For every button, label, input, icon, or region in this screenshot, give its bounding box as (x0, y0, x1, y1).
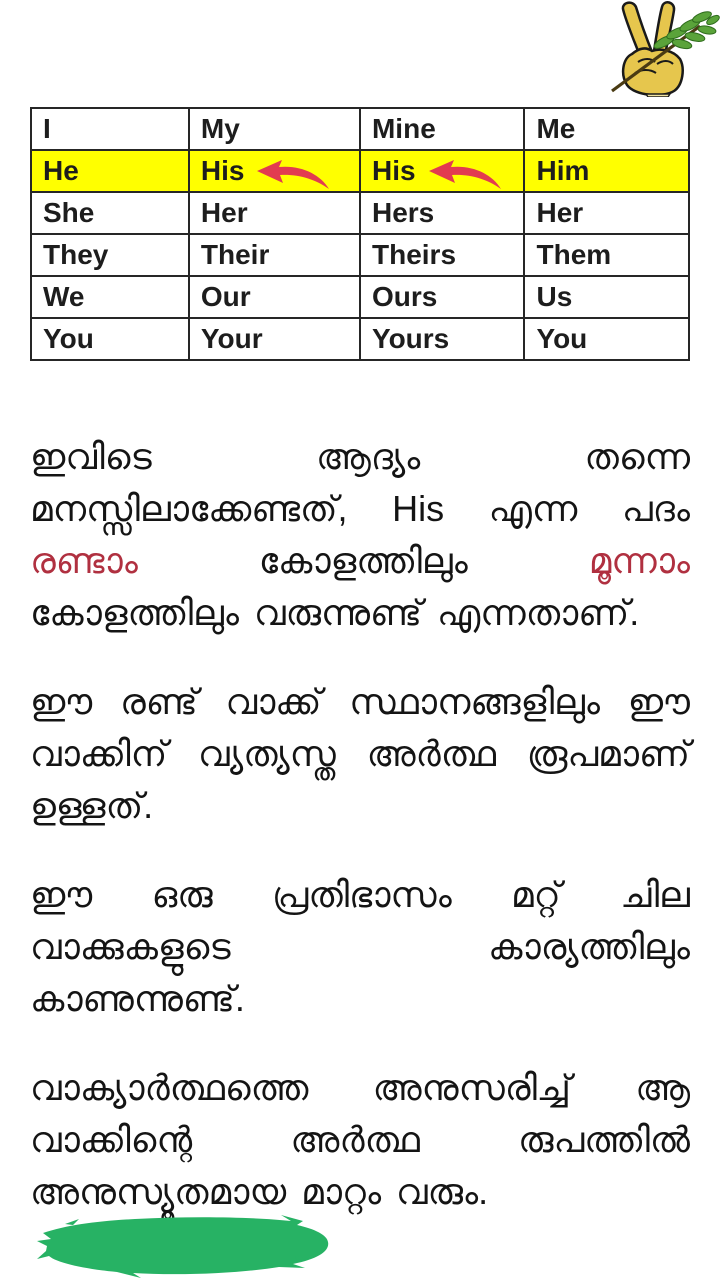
pronoun-cell (31, 234, 189, 276)
victory-hand-olive-branch-icon (594, 0, 720, 97)
pronoun-text: Ours (371, 281, 438, 312)
word: His (392, 488, 445, 529)
pronoun-cell (360, 150, 525, 192)
malayalam-paragraph (30, 1062, 690, 1218)
pronoun-text: Their (200, 239, 270, 270)
pronoun-cell (189, 192, 360, 234)
text-line (30, 780, 690, 832)
pronoun-cell (360, 276, 525, 318)
pronoun-cell (360, 192, 525, 234)
pronoun-cell (524, 192, 689, 234)
highlighted-word: രണ്ടാം (30, 540, 138, 581)
pronoun-text: Hers (371, 197, 435, 228)
text-line (30, 1166, 690, 1218)
red-arrow-icon (426, 159, 504, 189)
word: ഈ (30, 874, 93, 915)
pronoun-cell (189, 108, 360, 150)
text-line (30, 869, 690, 921)
table-row (31, 192, 689, 234)
word: ഇവിടെ (30, 436, 152, 477)
pronoun-cell (31, 150, 189, 192)
word: വരും. (396, 1171, 489, 1212)
pronoun-cell (524, 108, 689, 150)
word: കാണുന്നുണ്ട്. (30, 978, 245, 1019)
text-line (30, 483, 690, 535)
word: പ്രതിഭാസം (272, 874, 452, 915)
pronoun-text: They (43, 239, 109, 270)
pronoun-cell (189, 150, 360, 192)
text-line (30, 676, 690, 728)
word: ചില (620, 874, 690, 915)
pronoun-text: Her (200, 197, 248, 228)
word: വാക്കിന്റെ (30, 1119, 193, 1160)
pronoun-cell (31, 108, 189, 150)
table-row (31, 276, 689, 318)
word: കോളത്തിലും (258, 540, 468, 581)
word: വാക്ക് (225, 681, 322, 722)
pronoun-cell (31, 192, 189, 234)
pronoun-cell (189, 318, 360, 360)
word: രുപത്തിൽ (518, 1119, 690, 1160)
word: എന്നതാണ്. (437, 592, 640, 633)
text-line (30, 921, 690, 973)
word: അനുസരിച്ച് (372, 1067, 571, 1108)
text-line (30, 431, 690, 483)
word: മനസ്സിലാക്കേണ്ടത്, (30, 488, 348, 529)
pronoun-text: Mine (371, 113, 436, 144)
pronoun-cell (31, 276, 189, 318)
pronoun-text: She (43, 197, 95, 228)
word: വാക്യാർത്ഥത്തെ (30, 1067, 309, 1108)
word: അർത്ഥ (290, 1119, 420, 1160)
pronoun-table (30, 107, 690, 361)
text-line (30, 1062, 690, 1114)
pronoun-text: You (43, 323, 94, 354)
pronoun-text: His (200, 155, 245, 186)
word: വ്യത്യസ്ത (198, 733, 336, 774)
pronoun-text: Me (536, 113, 576, 144)
green-brush-stroke (35, 1212, 331, 1280)
pronoun-cell (360, 108, 525, 150)
malayalam-paragraph (30, 676, 690, 832)
pronoun-text: Theirs (371, 239, 457, 270)
word: പദം (621, 488, 690, 529)
table-row (31, 108, 689, 150)
pronoun-cell (189, 234, 360, 276)
word: കാര്യത്തിലും (488, 926, 690, 967)
text-line (30, 535, 690, 587)
highlighted-word: മൂന്നാം (588, 540, 690, 581)
red-arrow-icon (254, 159, 332, 189)
pronoun-text: Yours (371, 323, 450, 354)
word: ആദ്യം (315, 436, 421, 477)
text-line (30, 1114, 690, 1166)
word: ഒരു (151, 874, 213, 915)
word: സ്ഥാനങ്ങളിലും (349, 681, 601, 722)
text-line (30, 728, 690, 780)
brush-stroke-icon (35, 1212, 331, 1280)
word: രൂപമാണ് (526, 733, 690, 774)
pronoun-text: You (536, 323, 588, 354)
word: ഉള്ളത്. (30, 785, 154, 826)
word: കോളത്തിലും (30, 592, 239, 633)
table-row (31, 150, 689, 192)
pronoun-cell (524, 150, 689, 192)
pronoun-cell (189, 276, 360, 318)
victory-hand-icon (594, 0, 720, 97)
pronoun-text: My (200, 113, 240, 144)
word: വാക്കുകളുടെ (30, 926, 231, 967)
word: മറ്റ് (511, 874, 561, 915)
pronoun-text: Her (536, 197, 584, 228)
pronoun-text: Them (536, 239, 612, 270)
pronoun-text: Him (536, 155, 590, 186)
table-row (31, 318, 689, 360)
word: അനുസ്യൂതമായ (30, 1171, 287, 1212)
word: വാക്കിന് (30, 733, 168, 774)
pronoun-cell (31, 318, 189, 360)
table-row (31, 234, 689, 276)
pronoun-text: I (43, 113, 51, 144)
pronoun-cell (360, 318, 525, 360)
pronoun-cell (524, 276, 689, 318)
text-line (30, 973, 690, 1025)
word: രണ്ട് (119, 681, 198, 722)
pronoun-text: Us (536, 281, 573, 312)
pronoun-text: Your (200, 323, 263, 354)
pronoun-text: We (43, 281, 85, 312)
pronoun-text: He (43, 155, 79, 186)
pronoun-text: His (371, 155, 416, 186)
pronoun-cell (524, 234, 689, 276)
word: തന്നെ (584, 436, 690, 477)
text-line (30, 587, 690, 639)
pronoun-text: Our (200, 281, 251, 312)
word: അർത്ഥ (366, 733, 496, 774)
word: എന്ന (488, 488, 578, 529)
malayalam-text-block (30, 431, 690, 1255)
word: ആ (635, 1067, 690, 1108)
word: ഈ (30, 681, 93, 722)
word: വരുന്നുണ്ട് (253, 592, 422, 633)
malayalam-paragraph (30, 869, 690, 1025)
pronoun-cell (524, 318, 689, 360)
pronoun-cell (360, 234, 525, 276)
word: മാറ്റം (301, 1171, 382, 1212)
word: ഈ (627, 681, 690, 722)
malayalam-paragraph (30, 431, 690, 639)
